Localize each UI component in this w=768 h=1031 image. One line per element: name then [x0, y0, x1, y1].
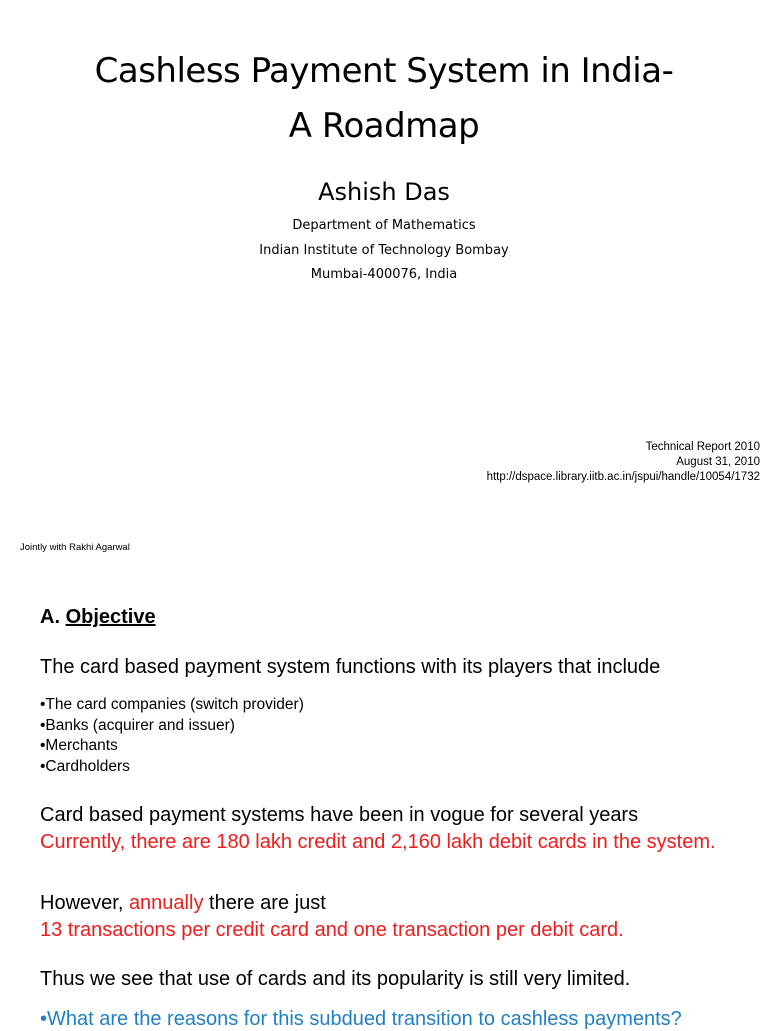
conclusion-text: Thus we see that use of cards and its popularity is still very limited.	[40, 968, 631, 990]
department: Department of Mathematics	[292, 218, 476, 233]
question-text: •What are the reasons for this subdued transition to cashless payments?	[40, 1008, 682, 1030]
city: Mumbai-400076, India	[310, 267, 458, 282]
report-type: Technical Report 2010	[645, 441, 760, 453]
heading-text: Objective	[65, 606, 156, 628]
report-date: August 31, 2010	[676, 456, 760, 468]
title-line-2: A Roadmap	[288, 106, 480, 146]
intro-text: The card based payment system functions with its players that include	[40, 656, 661, 678]
report-info	[487, 440, 760, 485]
players-list	[40, 695, 304, 777]
list-item: •Cardholders	[40, 757, 130, 775]
section-heading	[40, 606, 156, 629]
jointly-note: Jointly with Rakhi Agarwal	[20, 542, 130, 553]
list-item: •Merchants	[40, 737, 118, 755]
slide-title	[0, 44, 768, 154]
vogue-text: Card based payment systems have been in vogue for several years	[40, 804, 639, 826]
heading-prefix: A.	[40, 606, 60, 628]
list-item: •Banks (acquirer and issuer)	[40, 716, 235, 734]
author-name: Ashish Das	[318, 178, 450, 206]
however-text	[40, 892, 326, 915]
annually-highlight: annually	[128, 892, 204, 914]
however-suffix: there are just	[209, 892, 326, 914]
list-item: •The card companies (switch provider)	[40, 696, 304, 713]
institute: Indian Institute of Technology Bombay	[259, 243, 509, 258]
objective-slide	[0, 590, 768, 1030]
transactions-text: 13 transactions per credit card and one transaction per debit card.	[40, 919, 624, 941]
however-prefix: However,	[40, 892, 124, 914]
current-cards-text: Currently, there are 180 lakh credit and 2,160 lakh debit cards in the system.	[40, 831, 716, 853]
title-line-1: Cashless Payment System in India-	[94, 51, 674, 91]
report-url[interactable]: http://dspace.library.iitb.ac.in/jspui/handle/10054/1732	[486, 471, 760, 483]
